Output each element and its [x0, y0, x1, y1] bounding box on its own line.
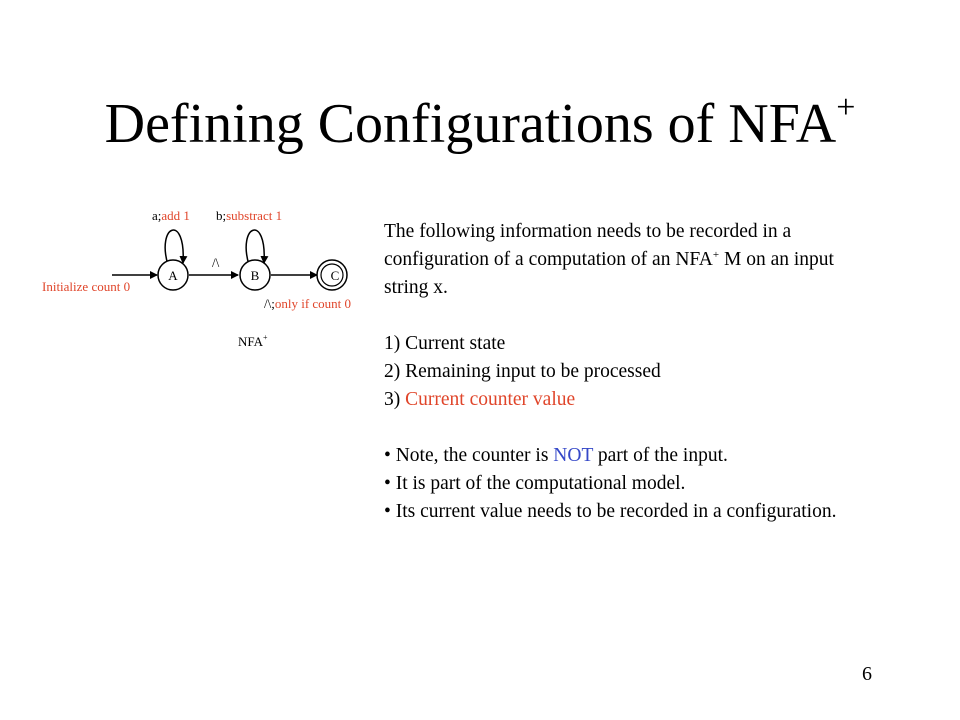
loop-b-label	[216, 208, 282, 223]
slide-body	[384, 218, 954, 526]
bullet-note	[384, 442, 954, 470]
lambda-bc-symbol: /\;	[264, 296, 275, 311]
bullet-note-emphasis: NOT	[553, 445, 594, 466]
list-item-number: 3)	[384, 389, 406, 410]
loop-a-action: add 1	[161, 208, 190, 223]
diagram-caption-text: NFA	[238, 334, 264, 349]
lambda-bc-label	[264, 296, 351, 311]
state-b-label: B	[250, 268, 260, 283]
page-number: 6	[862, 663, 872, 685]
intro-line-2-end: M on an input	[719, 249, 834, 270]
bullet-note-start: • Note, the counter is	[384, 445, 554, 466]
list-item-current-state: 1) Current state	[384, 333, 506, 354]
state-c-label: C	[330, 268, 340, 283]
intro-line-2	[384, 246, 954, 274]
slide-title-superscript: +	[836, 89, 856, 126]
state-a-label: A	[168, 268, 178, 283]
intro-line-1: The following information needs to be recorded in a	[384, 221, 792, 242]
state-a	[158, 260, 188, 290]
loop-b-action: substract 1	[226, 208, 283, 223]
lambda-ab-label: /\	[212, 255, 220, 270]
diagram-caption	[238, 333, 268, 349]
list-item-remaining-input: 2) Remaining input to be processed	[384, 361, 661, 382]
intro-line-3: string x.	[384, 277, 448, 298]
spacer	[384, 414, 954, 442]
diagram-caption-superscript: +	[263, 333, 268, 342]
bullet-configuration: • Its current value needs to be recorded in a configuration.	[384, 501, 837, 522]
list-item-counter-value	[384, 386, 954, 414]
start-label: Initialize count 0	[42, 279, 131, 294]
intro-line-2-start: configuration of a computation of an NFA	[384, 249, 713, 270]
loop-b-symbol: b;	[216, 208, 227, 223]
loop-a-label	[152, 208, 190, 223]
state-c-accepting	[317, 260, 347, 290]
loop-a-symbol: a;	[152, 208, 162, 223]
spacer	[384, 302, 954, 330]
bullet-note-end: part of the input.	[593, 445, 728, 466]
slide-title	[0, 89, 960, 156]
list-item-counter-text: Current counter value	[405, 389, 576, 410]
bullet-model: • It is part of the computational model.	[384, 473, 686, 494]
state-b	[240, 260, 270, 290]
intro-line-2-superscript: +	[712, 249, 720, 261]
lambda-bc-condition: only if count 0	[274, 296, 352, 311]
slide-title-text: Defining Configurations of NFA	[104, 93, 837, 155]
nfa-diagram	[0, 195, 380, 365]
